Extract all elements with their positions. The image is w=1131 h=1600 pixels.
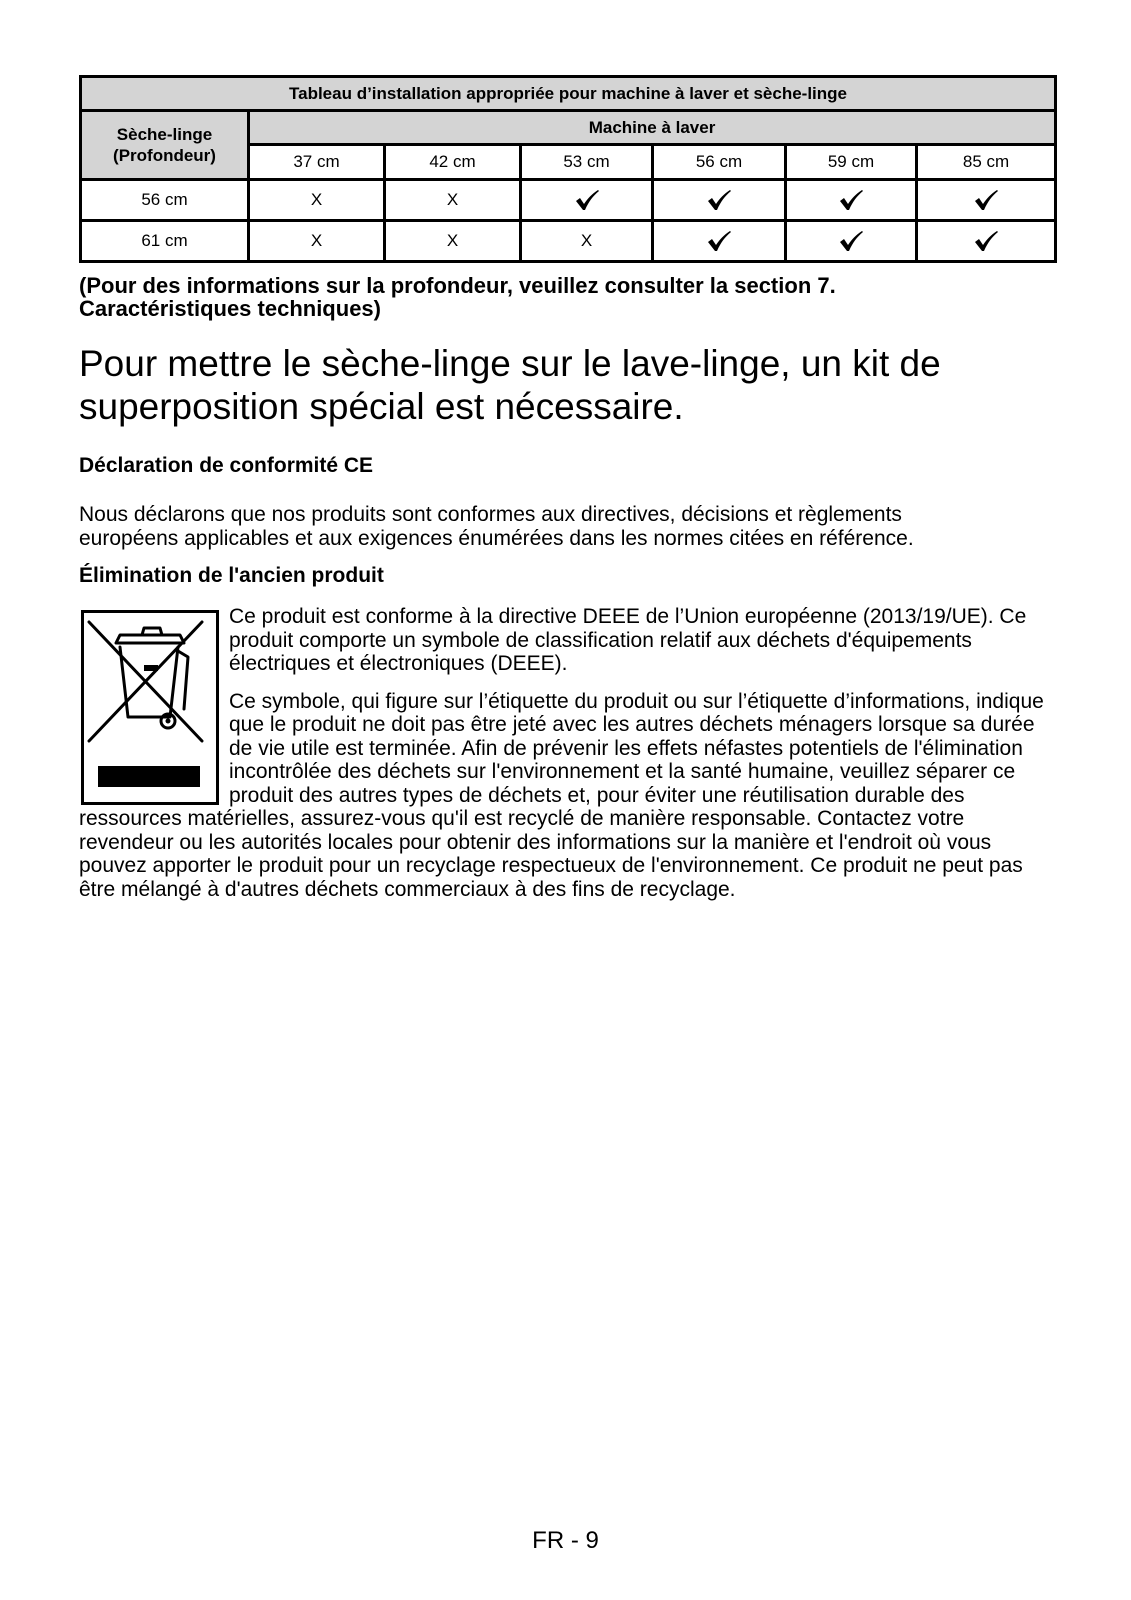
ce-line1: Nous déclarons que nos produits sont conformes aux directives, décisions et règlements (79, 503, 902, 526)
compat-cell: X (521, 221, 653, 262)
washer-depth-header: 56 cm (653, 145, 786, 180)
depth-note-line2: Caractéristiques techniques) (79, 296, 381, 321)
dryer-header-line2: (Profondeur) (113, 146, 216, 165)
washer-depth-header: 37 cm (249, 145, 385, 180)
compat-cell: X (249, 221, 385, 262)
washer-depth-header: 59 cm (786, 145, 917, 180)
compat-cell: X (249, 180, 385, 221)
compat-cell (917, 180, 1056, 221)
table-title: Tableau d’installation appropriée pour machine à laver et sèche-linge (81, 77, 1056, 111)
compat-cell (653, 221, 786, 262)
compat-cell (653, 180, 786, 221)
compat-cell: X (385, 221, 521, 262)
dryer-depth-header (81, 111, 249, 180)
check-icon (706, 230, 732, 252)
check-icon (973, 189, 999, 211)
check-icon (838, 230, 864, 252)
compat-cell: X (385, 180, 521, 221)
dryer-header-line1: Sèche-linge (116, 125, 213, 144)
washer-depth-header: 53 cm (521, 145, 653, 180)
compat-cell (786, 180, 917, 221)
dryer-depth-cell: 61 cm (81, 221, 249, 262)
compat-cell (917, 221, 1056, 262)
disposal-paragraph-1: Ce produit est conforme à la directive DEEE de l’Union européenne (2013/19/UE). Ce produit comporte un symbole de classification relatif aux déchets d'équipements électriques et électroniques (DEEE). (229, 605, 1027, 675)
compat-cell (786, 221, 917, 262)
check-icon (574, 189, 600, 211)
stacking-line2: superposition spécial est nécessaire. (79, 386, 684, 427)
crossed-out-wheelie-bin-icon (81, 610, 219, 805)
disposal-heading: Élimination de l'ancien produit (79, 564, 384, 587)
check-icon (973, 230, 999, 252)
ce-declaration-text (79, 503, 1054, 550)
washing-machine-header: Machine à laver (249, 111, 1056, 145)
washer-depth-header: 85 cm (917, 145, 1056, 180)
page-number: FR - 9 (532, 1527, 599, 1554)
check-icon (838, 189, 864, 211)
disposal-paragraph-2: Ce symbole, qui figure sur l’étiquette du produit ou sur l’étiquette d’informations, indique que le produit ne doit pas être jeté avec les autres déchets ménagers lorsque sa durée de vie utile est terminée. Afin de prévenir les effets néfastes potentiels de l'élimination incontrôlée des déchets sur l'environnement et la santé humaine, veuillez séparer ce produit des autres types de déchets et, pour éviter une réutilisation durable des ressources matérielles, assurez-vous qu'il est recyclé de manière responsable. Contactez votre revendeur ou les autorités locales pour obtenir des informations sur la manière et l'endroit où vous pouvez apporter le produit pour un recyclage respectueux de l'environnement. Ce produit ne peut pas être mélangé à d'autres déchets commerciaux à des fins de recyclage. (79, 689, 1044, 901)
installation-compatibility-table (79, 75, 1057, 263)
stacking-line1: Pour mettre le sèche-linge sur le lave-linge, un kit de (79, 343, 941, 384)
compat-cell (521, 180, 653, 221)
table-row (81, 221, 1056, 262)
ce-line2: européens applicables et aux exigences énumérées dans les normes citées en référence. (79, 526, 914, 550)
check-icon (706, 189, 732, 211)
ce-declaration-heading: Déclaration de conformité CE (79, 454, 374, 477)
dryer-depth-cell: 56 cm (81, 180, 249, 221)
disposal-section (79, 605, 1054, 901)
page-content (79, 75, 1054, 901)
washer-depth-header: 42 cm (385, 145, 521, 180)
stacking-kit-statement (79, 342, 1054, 428)
table-row (81, 180, 1056, 221)
depth-note (79, 274, 1054, 320)
depth-note-line1: (Pour des informations sur la profondeur, veuillez consulter la section 7. (79, 273, 836, 298)
